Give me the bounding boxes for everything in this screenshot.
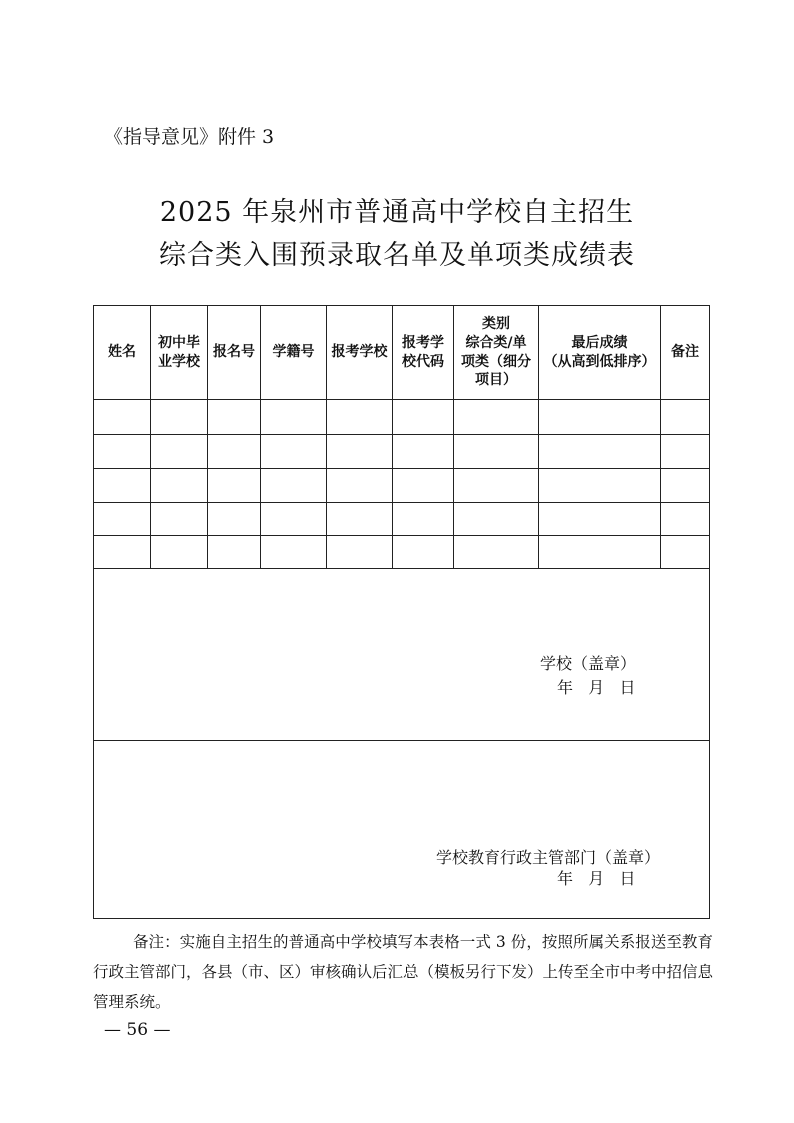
header-final-score: 最后成绩 （从高到低排序） — [539, 306, 661, 400]
authority-stamp-area — [94, 741, 710, 919]
table-row — [94, 400, 710, 435]
title-line-1: 2025 年泉州市普通高中学校自主招生 — [159, 197, 635, 228]
table-row — [94, 435, 710, 469]
authority-stamp-date: 年 月 日 — [557, 869, 636, 888]
table-row — [94, 469, 710, 503]
school-stamp-label: 学校（盖章） — [540, 654, 637, 673]
authority-stamp-label: 学校教育行政主管部门（盖章） — [436, 848, 661, 867]
page-number: — 56 — — [104, 1020, 171, 1040]
header-student-id: 学籍号 — [261, 306, 327, 400]
footnote: 备注：实施自主招生的普通高中学校填写本表格一式 3 份，按照所属关系报送至教育行政主管部门，各县（市、区）审核确认后汇总（模板另行下发）上传至全市中考中招信息管理系统。 — [93, 933, 714, 1011]
header-name: 姓名 — [94, 306, 151, 400]
header-category: 类别 综合类/单 项类（细分 项目） — [454, 306, 539, 400]
header-remarks: 备注 — [661, 306, 710, 400]
header-middle-school: 初中毕 业学校 — [151, 306, 208, 400]
table-row — [94, 536, 710, 569]
roster-table — [93, 305, 710, 919]
attachment-label: 《指导意见》附件 3 — [104, 126, 275, 148]
title-line-2: 综合类入围预录取名单及单项类成绩表 — [159, 240, 635, 271]
header-registration-no: 报名号 — [208, 306, 261, 400]
header-school-code: 报考学 校代码 — [393, 306, 454, 400]
header-row — [94, 306, 710, 400]
school-stamp-date: 年 月 日 — [557, 678, 636, 697]
header-applied-school: 报考学校 — [327, 306, 393, 400]
table-row — [94, 503, 710, 536]
school-stamp-area — [94, 569, 710, 741]
